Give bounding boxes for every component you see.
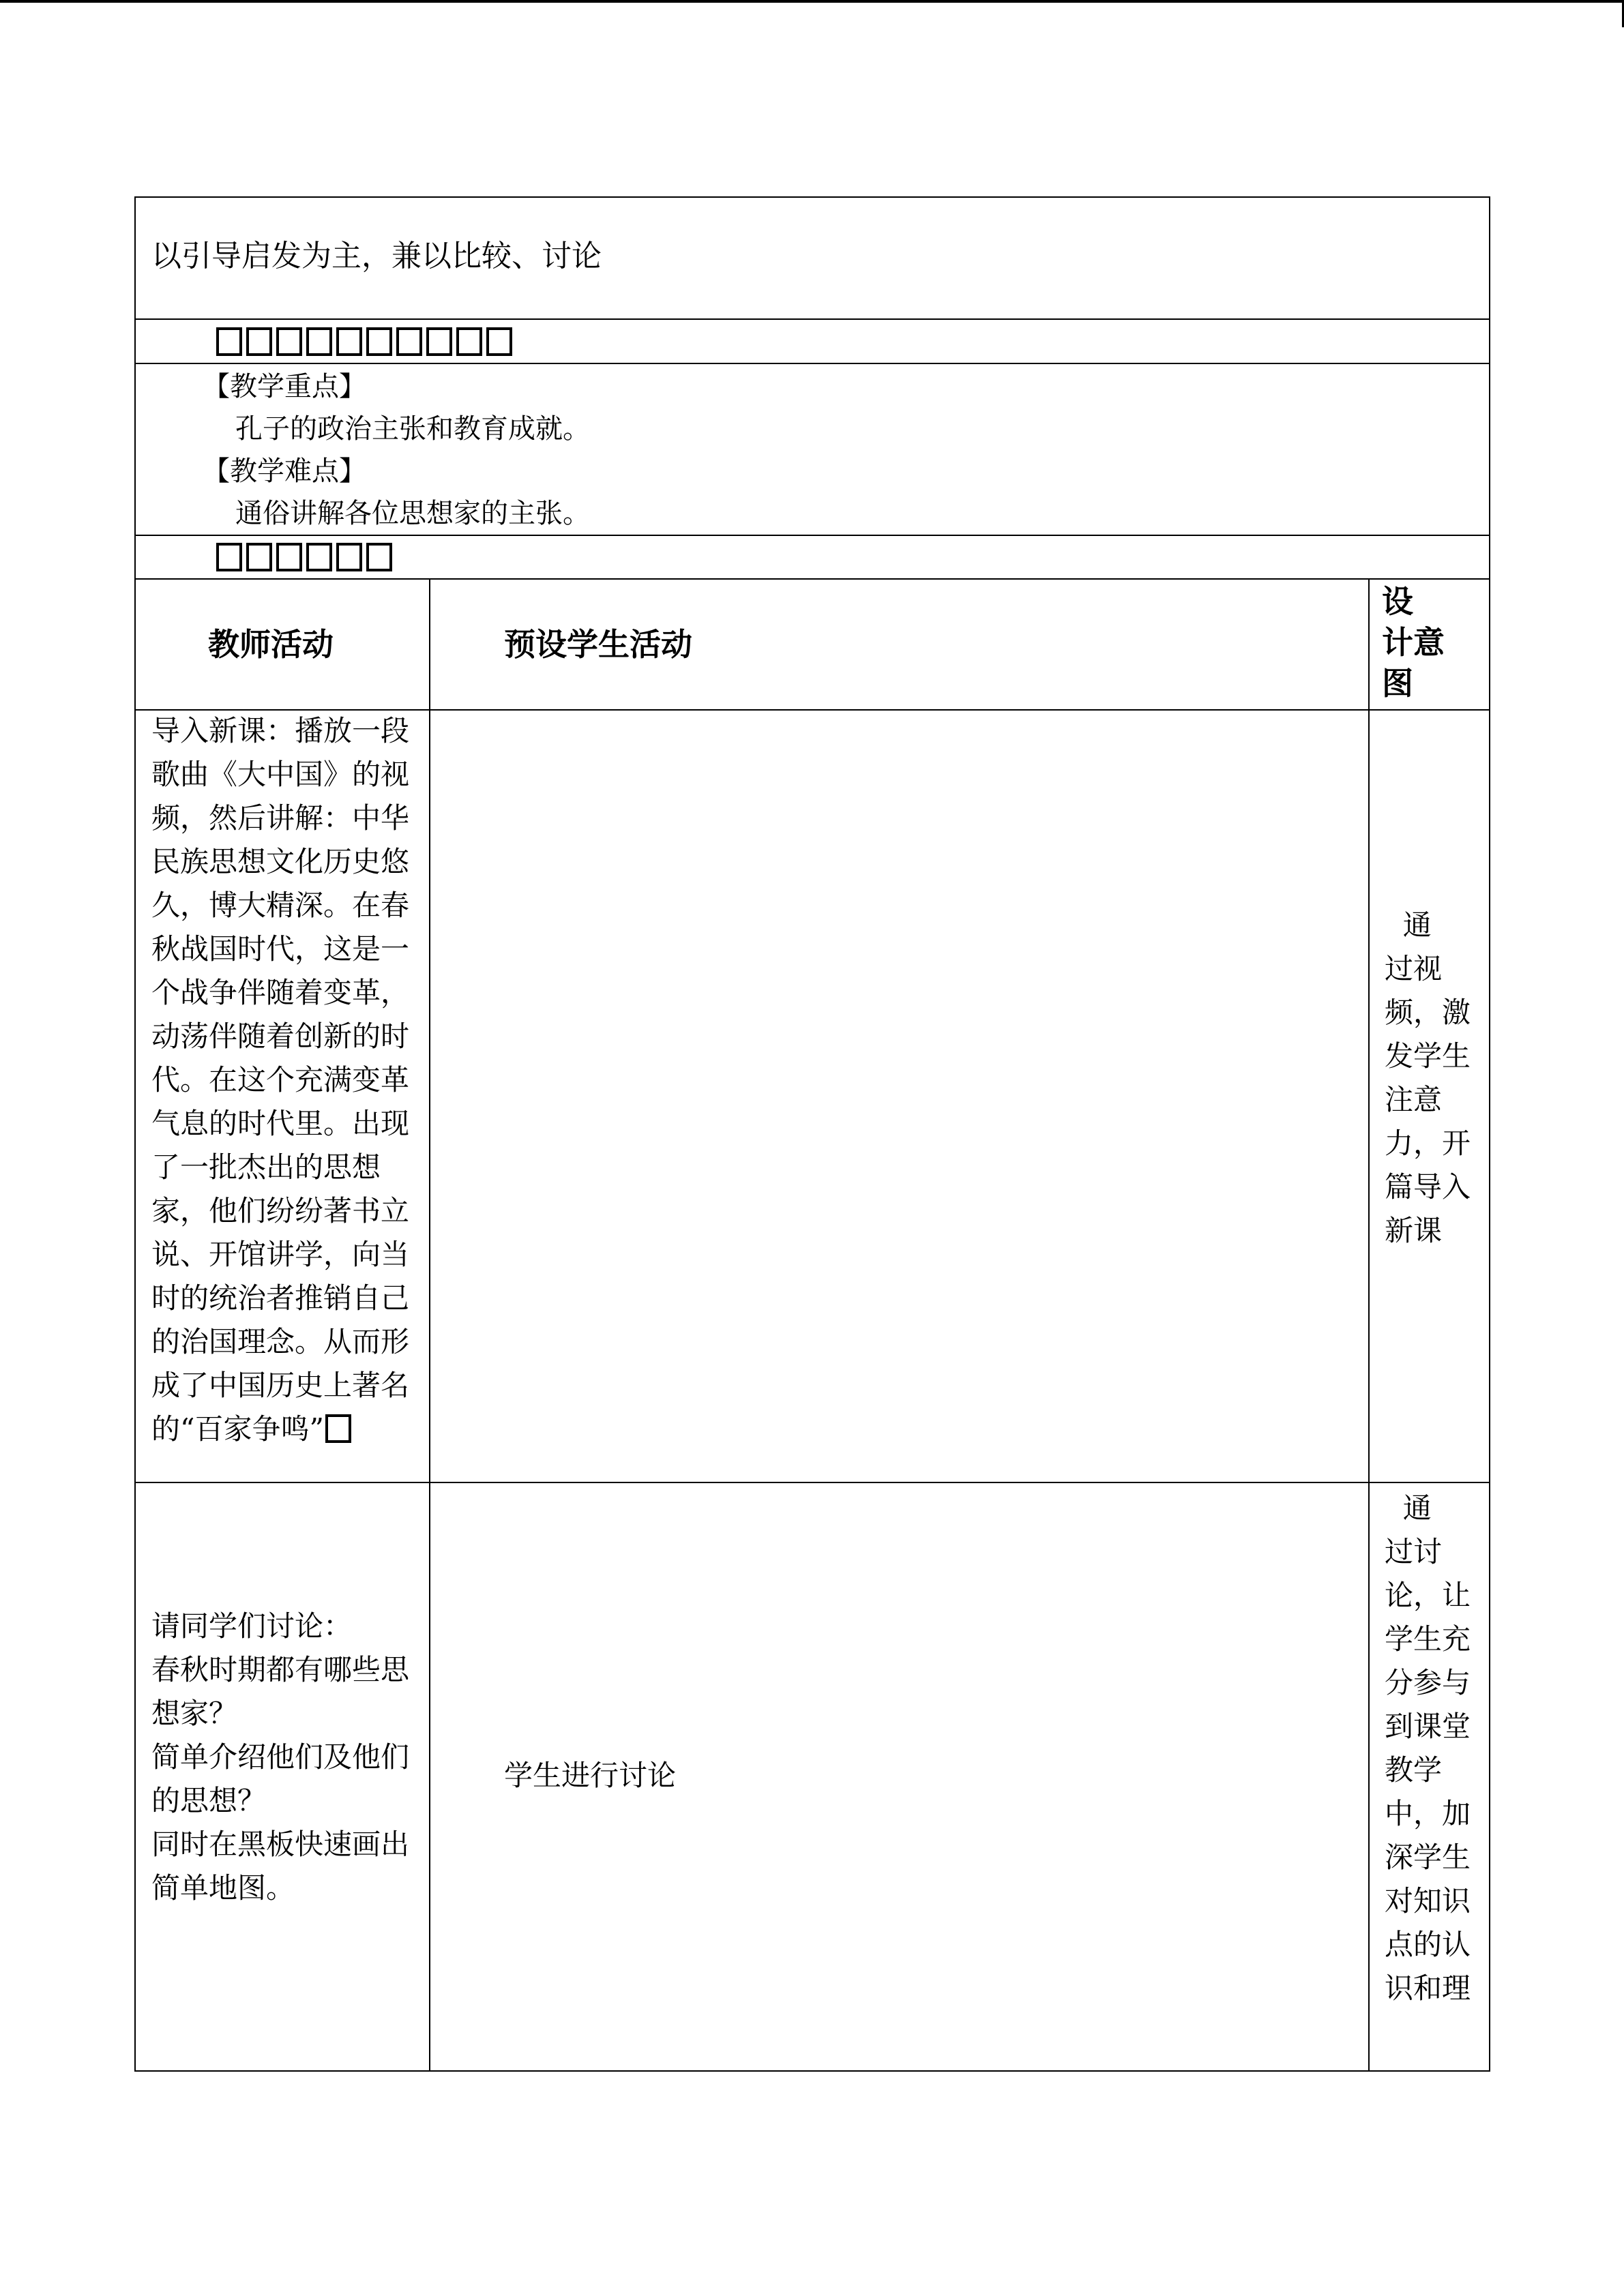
missing-glyph-icon <box>456 327 482 356</box>
section-title-placeholder <box>216 543 392 571</box>
missing-glyph-icon <box>276 327 302 356</box>
student-activity-header: 预设学生活动 <box>504 626 692 663</box>
page-top-border <box>0 0 1624 3</box>
teacher-activity-cell: 请同学们讨论： 春秋时期都有哪些思 想家？ 简单介绍他们及他们 的思想？ 同时在黑板快速画出 简单地图。 <box>151 1609 410 1905</box>
teacher-activity-cell <box>151 709 421 1451</box>
missing-glyph-icon <box>426 327 452 356</box>
missing-glyph-icon <box>216 543 242 571</box>
missing-glyph-icon <box>396 327 422 356</box>
column-divider <box>429 578 430 2072</box>
missing-glyph-icon <box>366 543 392 571</box>
missing-glyph-icon <box>246 543 272 571</box>
row-divider <box>134 535 1490 536</box>
row-divider <box>134 363 1490 364</box>
difficulty-text: 通俗讲解各位思想家的主张。 <box>235 498 590 529</box>
key-point-heading: 【教学重点】 <box>203 371 366 402</box>
design-intent-header: 设 计意 图 <box>1382 583 1445 702</box>
missing-glyph-icon <box>306 543 332 571</box>
design-intent-cell: 通 过视 频，激 发学生 注意 力，开 篇导入 新课 <box>1385 908 1471 1247</box>
difficulty-heading: 【教学难点】 <box>203 456 366 487</box>
section-title-placeholder <box>216 327 512 356</box>
row-divider <box>134 578 1490 580</box>
teacher-activity-header: 教师活动 <box>208 626 334 663</box>
missing-glyph-icon <box>216 327 242 356</box>
missing-glyph-icon <box>366 327 392 356</box>
key-point-text: 孔子的政治主张和教育成就。 <box>235 413 590 445</box>
missing-glyph-icon <box>246 327 272 356</box>
missing-glyph-icon <box>306 327 332 356</box>
student-activity-cell: 学生进行讨论 <box>504 1759 677 1792</box>
row-divider <box>134 1482 1490 1483</box>
teacher-activity-text: 导入新课：播放一段 歌曲《大中国》的视 频，然后讲解：中华 民族思想文化历史悠 久，博大精深。在春 秋战国时代，这是一 个战争伴随着变革， 动荡伴随着创新的时 代。在这个充满变革 气息的时代里。出现 了一批杰出的思想 家，他们纷纷著书立 说、开馆讲学，向当 时的统治者推销自己 的治国理念。从而形 成了中国历史上著名 的“百家争鸣” <box>151 714 410 1446</box>
teaching-method-text: 以引导启发为主，兼以比较、讨论 <box>151 239 602 273</box>
missing-glyph-icon <box>336 543 362 571</box>
missing-glyph-icon <box>276 543 302 571</box>
column-divider <box>1368 578 1370 2072</box>
missing-glyph-icon <box>486 327 512 356</box>
missing-glyph-icon <box>325 1414 351 1443</box>
missing-glyph-icon <box>336 327 362 356</box>
design-intent-cell: 通 过讨 论，让 学生充 分参与 到课堂 教学 中，加 深学生 对知识 点的认 识和理 <box>1385 1491 1471 2005</box>
row-divider <box>134 318 1490 320</box>
